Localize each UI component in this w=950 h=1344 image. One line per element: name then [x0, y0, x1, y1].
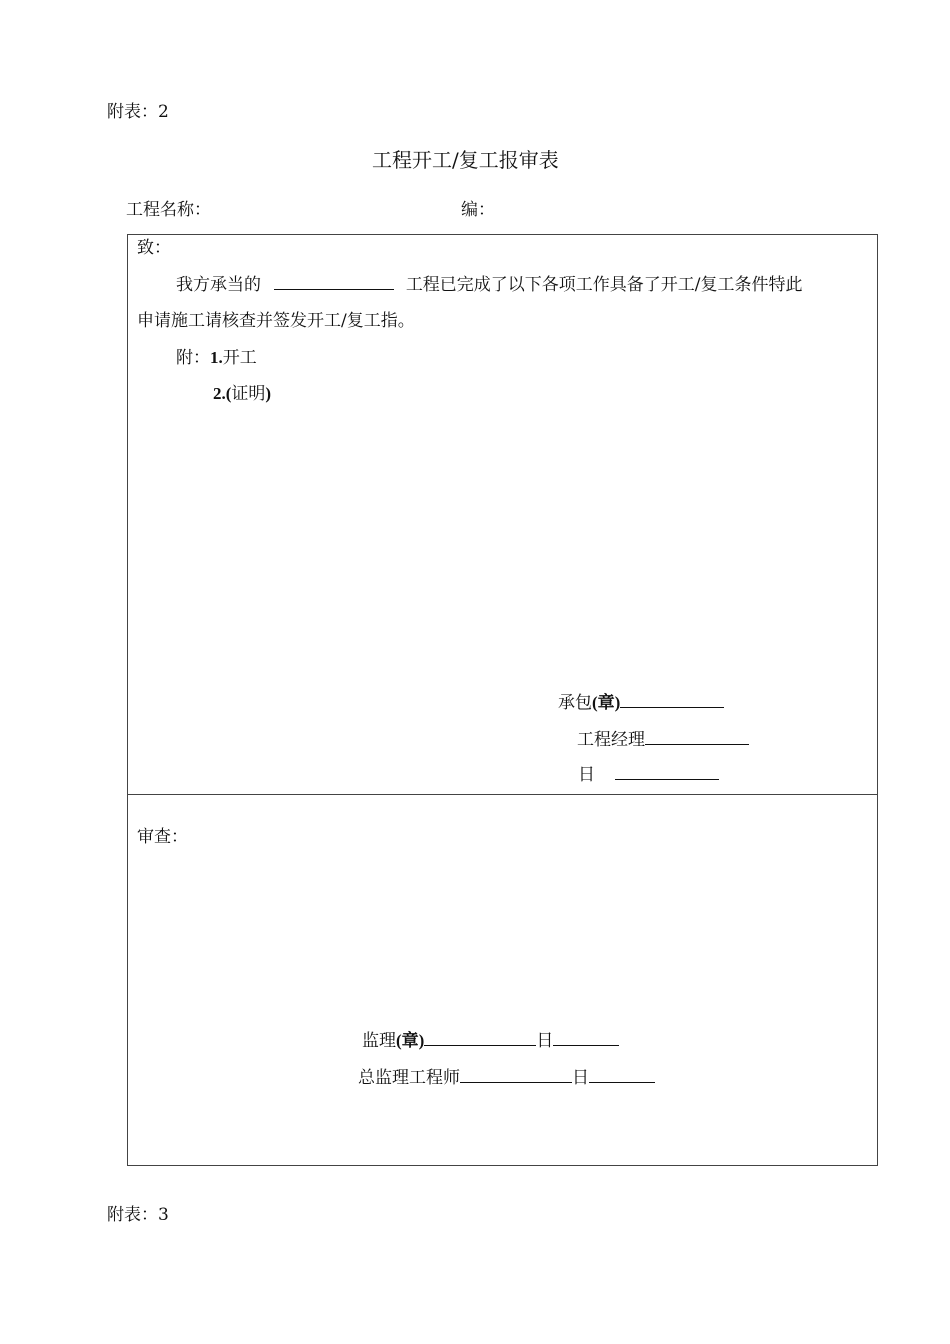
number-label: 编： — [461, 200, 495, 220]
attach-item2-close: ) — [265, 384, 272, 403]
attach-item2-text: 证明 — [231, 384, 266, 404]
attach-item2-number: 2.( — [213, 384, 232, 403]
contractor-seal-label: (章) — [592, 693, 621, 712]
review-section — [127, 794, 878, 1166]
supervisor-label: 监理 — [362, 1031, 396, 1051]
body-prefix: 我方承当的 — [176, 275, 261, 295]
attachment-item-1 — [176, 349, 257, 367]
attach-item1-text: 开工 — [222, 348, 257, 368]
project-manager-blank-line — [645, 730, 749, 745]
chief-supervisor-signature-line — [358, 1068, 655, 1087]
to-label: 致： — [137, 238, 171, 258]
body-suffix: 工程已完成了以下各项工作具备了开工/复工条件特此 — [405, 275, 803, 295]
application-body-line2: 申请施工请核查并签发开工/复工指。 — [137, 311, 415, 331]
chief-supervisor-label: 总监理工程师 — [358, 1068, 460, 1088]
contractor-label: 承包 — [558, 693, 592, 713]
supervisor-blank-line — [424, 1031, 536, 1046]
contractor-blank-line — [620, 693, 724, 708]
attachment-label-bottom: 附表：3 — [107, 1205, 169, 1225]
chief-date-label: 日 — [572, 1068, 589, 1088]
date-label: 日 — [578, 765, 595, 785]
supervisor-date-label: 日 — [536, 1031, 554, 1051]
chief-supervisor-blank-line — [460, 1068, 572, 1083]
contractor-signature-line — [558, 693, 724, 712]
supervisor-signature-line — [362, 1031, 619, 1050]
project-manager-line — [577, 730, 749, 749]
attach-label: 附： — [176, 348, 210, 368]
chief-date-blank-line — [589, 1068, 655, 1083]
review-label: 审查： — [137, 827, 188, 847]
supervisor-seal-label: (章) — [396, 1031, 425, 1050]
project-manager-label: 工程经理 — [577, 730, 645, 750]
date-line — [578, 765, 719, 784]
date-blank-line — [615, 765, 719, 780]
attachment-item-2 — [213, 385, 271, 403]
attachment-label-top: 附表：2 — [107, 102, 169, 122]
supervisor-date-blank-line — [553, 1031, 619, 1046]
project-blank-line — [274, 275, 394, 290]
application-body-line1 — [176, 275, 803, 294]
form-title: 工程开工/复工报审表 — [372, 148, 559, 172]
project-name-label: 工程名称： — [126, 200, 211, 220]
attach-item1-number: 1. — [210, 348, 223, 367]
